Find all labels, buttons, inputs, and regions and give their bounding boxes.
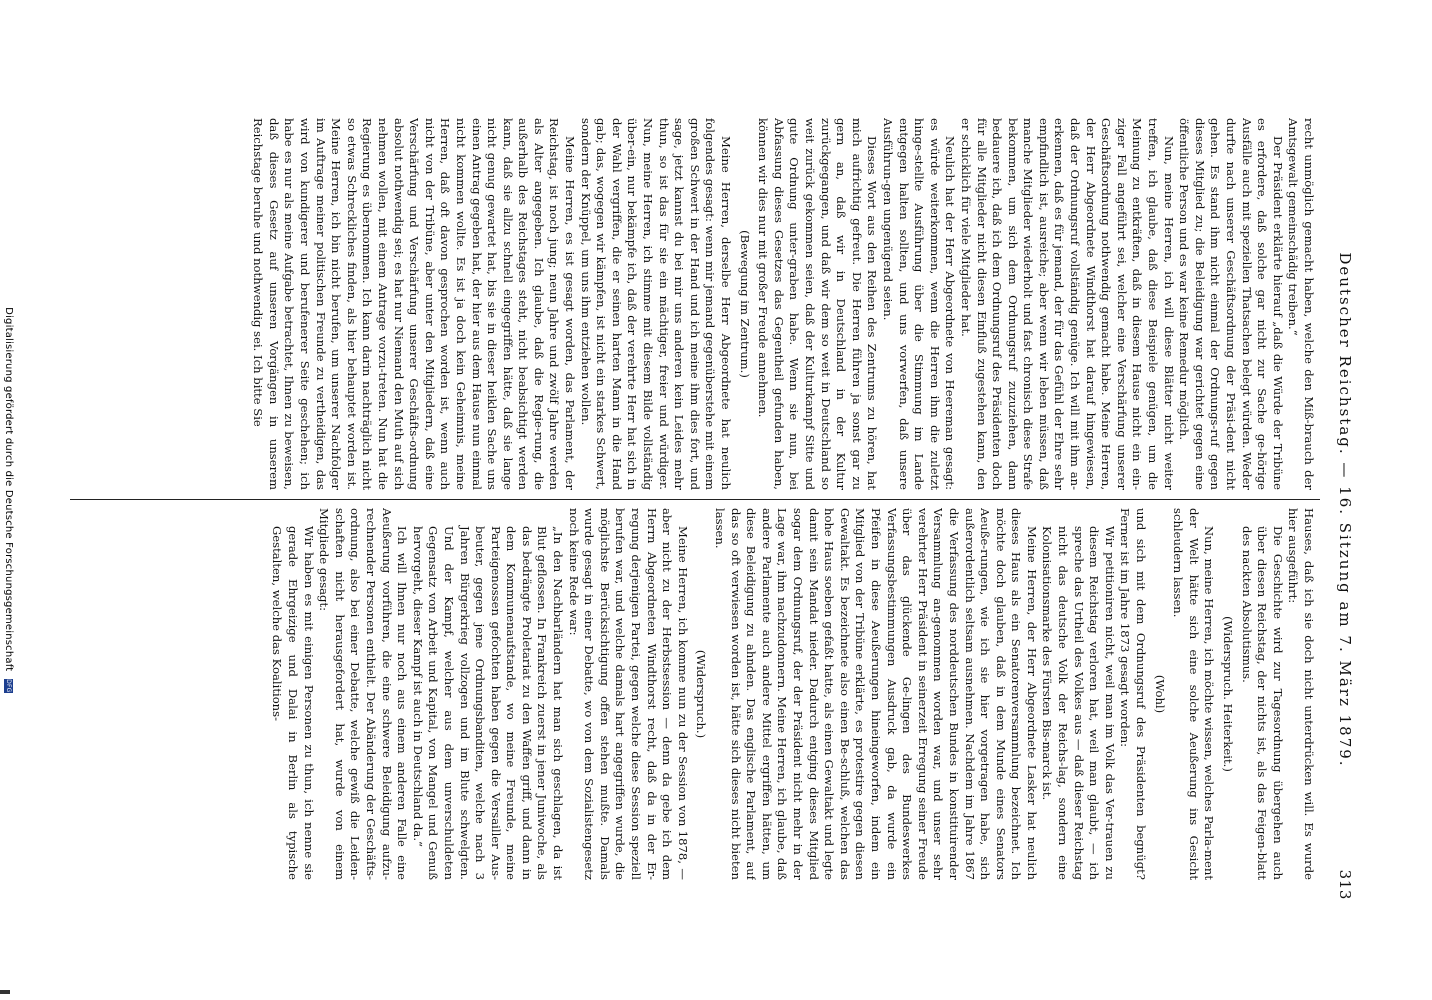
page-number: 313	[1336, 869, 1354, 900]
column-divider	[70, 499, 1320, 500]
interjection: (Wohl)	[1152, 674, 1167, 714]
quotation: „In den Nachbarländern hat man sich geschlagen, da ist Blut geflossen. In Frankreich zuerst in jener Juniwoche, als das bedrängte Proletariat zu den Waffen griff, und dann in dem Kommunenaufstande, wo meine Freunde, meine Parteigenossen gefochten haben gegen die Versailler Aus-beuter, gegen jene Ordnungsbanditen, welche nach 3 Jahren Bürgerkrieg vollzogen und im Blute schwelgten. Und der Kampf, welcher aus dem unverschuldeten Gegensatz von Arbeit und Kapital, von Mangel und Genuß hervorgeht, dieser Kampf ist auch in Deutschland da.“	[410, 526, 566, 880]
interjection: (Widerspruch.)	[694, 649, 709, 739]
interjection: (Widerspruch. Heiterkeit.)	[1221, 616, 1236, 772]
paragraph: und sich mit dem Ordnungsruf des Präsidenten begnügt? Ferner ist im Jahre 1873 gesagt worden:	[1118, 508, 1149, 880]
running-title: Deutscher Reichstag. — 16. Sitzung am 7. März 1879.	[1336, 252, 1354, 768]
paragraph: Dieses Wort aus den Reihen des Zentrums zu hören, hat mich aufrichtig gefreut. Die Herren führen ja sonst gar zu gern an, daß wir in Deutschland in der Kultur zurückgegangen, und daß wir dem so weit in Deutschland so weit zurück gekommen seien, daß der Kulturkampf Sitte und gute Ordnung unter-graben habe. Wenn sie nun, bei Abfassung dieses Gesetzes das Gegentheil gefunden haben, können wir dies nur mit großer Freude annehmen.	[756, 118, 880, 490]
quotation: Die Geschichte wird zur Tagesordnung übergehen auch über diesen Reichstag, der nichts ist, als das Feigen-blatt des nackten Absolutismus.	[1239, 526, 1285, 880]
paragraph: Neulich hat der Herr Abgeordnete von Heereman gesagt: es würde weiterkommen, wenn die Herren ihm die zuletzt hinge-stellte Ausführung über die Stimmung im Lande entgegen halten sollten, und uns vorwerfen, daß unsere Ausführun-gen ungenügend seien.	[880, 118, 958, 490]
paragraph: Hauses, daß ich sie doch nicht unterdrücken will. Es wurde hier ausgeführt:	[1286, 508, 1316, 880]
scan-artifact	[0, 990, 10, 994]
interjection: (Bewegung im Zentrum.)	[737, 230, 752, 378]
credit-text: Digitalisierung gefördert durch die Deutsche Forschungsgemeinschaft	[3, 307, 14, 672]
paragraph: Der Präsident erklärte hierauf „daß die Würde der Tribüne es erfordere, daß solche gar nicht zur Sache ge-hörige Ausfälle auch mit speziellen Thatsachen belegt würden. Weder durfte nach unserer Geschäftsordnung der Präsi-dent nicht gehen. Es stand ihm nicht einmal der Ordnungs-ruf gegen dieses Mitglied zu; die Beleidigung war gerichtet gegen eine öffentliche Person und es war keine Remedur möglich.	[1177, 118, 1285, 490]
quotation: Wir haben es mit einigen Personen zu thun, ich nenne sie gerade Ehrgeizige und Dalai in Berlin als typische Gestalten, welche das Koalitions-	[270, 526, 316, 880]
right-column	[76, 508, 1316, 880]
paragraph: recht unmöglich gemacht haben, welche den Miß-brauch der Amtsgewalt gemeinschädig treiben.“	[1286, 118, 1316, 490]
left-column	[76, 118, 1316, 490]
digitization-credit	[0, 0, 14, 1000]
dfg-logo-icon: DFG	[5, 679, 13, 693]
paragraph: Ich will Ihnen nur noch aus einem anderen Falle eine Aeußerung vorführen, die eine schwere Beleidigung aufzu-rechnender Personen enthielt. Der Abänderung der Geschäfts-ordnung, also bei einer Debatte, welche gewiß die Leiden-schaften nicht herausgefordert hat, wurde von einem Mitgliede gesagt:	[317, 508, 410, 880]
paragraph: Meine Herren, derselbe Herr Abgeordnete hat neulich folgendes gesagt: wenn mir jemand gegenüberstehe mit einem großen Schwert in der Hand und ich meine ihm dies fort, und sage, jetzt kannst du bei mir uns anderen kein Leides mehr thun, so ist das für sie ein mächtiger, freier und würdiger. Nun, meine Herren, ich stimme mit diesem Bilde vollständig über-ein, nur bekämpfe ich, daß der verehrte Herr hat sich in der Wahl vergriffen, die er seinen harten Mann in die Hand gab; das, wogegen wir kämpfen, ist nicht ein starkes Schwert, sondern der Knüppel, um uns ihm entziehen wollen.	[578, 118, 734, 490]
paragraph: Nun, meine Herren, ich möchte wissen, welches Parla-ment der Welt hätte sich eine solche Aeußerung ins Gesicht schleudern lassen.	[1171, 508, 1217, 880]
paragraph: Meine Herren, der Herr Abgeordnete Lasker hat neulich dieses Haus als ein Senatorenversammlung bezeichnet. Ich möchte doch glauben, daß in dem Munde eines Senators Aeuße-rungen, wie ich sie hier vorgetragen habe, sich außerordentlich seltsam ausnehmen. Nachdem im Jahre 1867 die Verfassung des norddeutschen Bundes in konstituirender Versammlung an-genommen worden war, und unser sehr verehrter Herr Präsident in seinerzeit Erregung seiner Freude über das glückende Ge-lingen des Bundeswerkes Verfassungsbestimmungen Ausdruck gab, da wurde ein Pfeifen in diese Aeußerungen hineingeworfen, indem ein Mitglied von der Tribüne erklärte, es protestire gegen diesen Gewaltakt. Es bezeichnete also einen Be-schluß, welchen das hohe Haus soeben gefaßt hatte, als einen Gewaltakt und legte damit sein Mandat nieder. Dadurch entging dieses Mitglied sogar dem Ordnungsruf, der der Präsident nicht mehr in der Lage war, ihm nachzudonnern. Meine Herren, ich glaube, daß andere Parlamente auch andere Mittel ergriffen hätten, um diese Beleidigung zu ahnden. Das englische Parlament, auf das so oft verwiesen worden ist, hätte sich dieses nicht bieten lassen.	[713, 508, 1039, 880]
page-header	[1328, 120, 1354, 900]
paragraph: Meine Herren, ich komme nun zu der Session von 1878, — aber nicht zu der Herbstsession — denn da gebe ich dem Herrn Abgeordneten Windthorst recht, daß da in der Er-regung derjenigen Partei, gegen welche diese Session speziell berufen war, und welche damals hart angegriffen wurde, die möglichste Berücksichtigung offen stehen mußte. Damals wurde gesagt in einer Debatte, wo von dem Sozialistengesetz noch keine Rede war:	[566, 508, 690, 880]
quotation: Wir petitioniren nicht, weil man im Volk das Ver-trauen zu diesem Reichstag verloren hat, weil man glaubt, — ich spreche das Urtheil des Volkes aus — daß dieser Reichstag nicht das deutsche Volk der Reichs-lag, sondern eine Kolonisationsmarke des Fürsten Bis-marck ist.	[1040, 526, 1117, 880]
paragraph: Meine Herren, es ist gesagt worden, das Parlament, der Reichstag, ist noch jung; neun Jahre und zwölf Jahre werden als Alter angegeben. Ich glaube, daß die Regie-rung, die außerhalb des Reichstages steht, nicht beabsichtigt werden kann, daß sie allzu schnell eingegriffen hätte, daß sie lange nicht genug gewartet hat, bis sie in dieser heiklen Sache uns einen Antrag gegeben hat, der hier aus dem Hause nun einmal nicht kommen wollte. Es ist ja doch kein Geheimnis, meine Herren, daß oft davon gesprochen worden ist, wenn auch nicht von der Tribüne, aber unter den Mitgliedern, daß eine Verschärfung und Verschärfung unserer Geschäfts-ordnung absolut nothwendig sei; es hat nur Niemand den Muth auf sich nehmen wollen, mit einem Antrage vorzu-treten. Nun hat die Regierung es übernommen. Ich kann darin nachträglich nicht so etwas Schreckliches finden, als hier behauptet worden ist. Meine Herren, ich bin nicht berufen, um unserer Nachfolger im Auftrage meiner politischen Freunde zu vertheidigen, das wird von kundigerer und berufenerer Seite geschehen; ich habe es nur als meine Aufgabe betrachtet, Ihnen zu beweisen, daß dieses Gesetz auf unseren Vorgängen in unserem Reichstage beruhe und nothwendig sei. Ich bitte Sie	[251, 118, 578, 490]
paragraph: Nun, meine Herren, ich will diese Blätter nicht weiter treffen, ich glaube, daß diese Beispiele genügen, um die Meinung zu entkräften, daß in diesem Hause nicht ein ein-ziger Fall angeführt sei, welcher eine Verschärfung unserer Geschäftsordnung nothwendig gemacht habe. Meine Herren, der Herr Abgeordnete Windthorst hat darauf hingewiesen, daß der Ordnungsruf vollständig genüge. Ich will mit ihm an-erkennen, daß es für jemand, der für das Gefühl der Ehre sehr empfindlich ist, ausreiche; aber wenn wir leben müssen, daß manche Mitglieder wiederholt und fast chronisch diese Strafe bekommen, um sich dem Ordnungsruf zuzuziehen, dann bedauere ich, daß ich dem Ordnungsruf des Präsidenten doch für alle Mitglieder nicht diesen Einfluß zugestehen kann, den er schicklich für viele Mitglieder hat.	[958, 118, 1176, 490]
